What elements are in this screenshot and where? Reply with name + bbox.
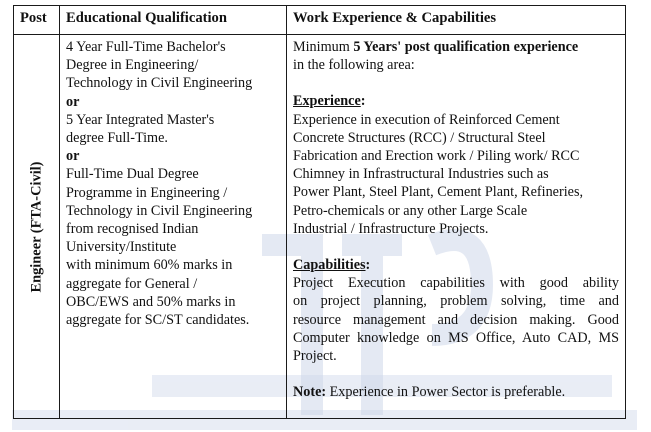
- note-line: [293, 383, 619, 401]
- experience-line: Concrete Structures (RCC) / Structural Steel: [293, 129, 546, 146]
- education-or: or: [66, 148, 80, 165]
- work-intro-suffix: in the following area:: [293, 57, 415, 74]
- education-line: University/Institute: [66, 239, 177, 256]
- spacer: [293, 238, 619, 256]
- capabilities-heading: Capabilities: [293, 257, 366, 274]
- education-cell: [60, 35, 287, 418]
- spacer: [293, 74, 619, 92]
- education-line: aggregate for SC/ST candidates.: [66, 312, 250, 329]
- experience-heading: Experience: [293, 93, 361, 110]
- capabilities-line: Project.: [293, 348, 337, 365]
- experience-line: Industrial / Infrastructure Projects.: [293, 220, 489, 237]
- header-work-experience: Work Experience & Capabilities: [287, 6, 625, 35]
- education-line: Technology in Civil Engineering: [66, 75, 253, 92]
- experience-heading-colon: :: [360, 93, 366, 110]
- education-line: 4 Year Full-Time Bachelor's: [66, 39, 226, 55]
- experience-heading-line: [293, 92, 619, 110]
- education-or: or: [66, 93, 80, 110]
- capabilities-heading-line: [293, 256, 619, 274]
- work-intro: [293, 38, 619, 56]
- note-text: Experience in Power Sector is preferable.: [326, 384, 566, 401]
- education-line: with minimum 60% marks in: [66, 257, 233, 274]
- note-label: Note:: [293, 384, 327, 401]
- education-line: OBC/EWS and 50% marks in: [66, 293, 236, 310]
- work-cell: [287, 35, 625, 418]
- capabilities-line: Project Execution capabilities with good ability: [293, 275, 619, 292]
- education-line: aggregate for General /: [66, 275, 198, 292]
- education-line: from recognised Indian: [66, 221, 199, 238]
- spacer: [293, 365, 619, 383]
- capabilities-line: on project planning, problem solving, time and: [293, 293, 619, 310]
- header-post: Post: [14, 6, 60, 35]
- work-intro-prefix: Minimum: [293, 39, 354, 55]
- work-intro-bold: 5 Years' post qualification experience: [353, 39, 579, 55]
- capabilities-line: resource management and decision making. Good: [293, 311, 619, 328]
- qualification-table: [13, 5, 626, 419]
- education-line: Technology in Civil Engineering: [66, 202, 253, 219]
- education-line: Programme in Engineering /: [66, 184, 228, 201]
- education-line: 5 Year Integrated Master's: [66, 111, 215, 128]
- education-line: degree Full-Time.: [66, 130, 168, 147]
- experience-line: Experience in execution of Reinforced Cement: [293, 111, 560, 128]
- capabilities-line: Computer knowledge on MS Office, Auto CAD, MS: [293, 329, 619, 346]
- post-title: Engineer (FTA-Civil): [28, 161, 44, 292]
- education-line: Full-Time Dual Degree: [66, 166, 199, 183]
- experience-line: Fabrication and Erection work / Piling work/ RCC: [293, 148, 580, 165]
- header-educational-qualification: Educational Qualification: [60, 6, 287, 35]
- experience-line: Chimney in Infrastructural Industries such as: [293, 166, 549, 183]
- experience-line: Power Plant, Steel Plant, Cement Plant, Refineries,: [293, 184, 584, 201]
- education-line: Degree in Engineering/: [66, 57, 199, 74]
- post-cell: [14, 35, 60, 418]
- experience-line: Petro-chemicals or any other Large Scale: [293, 202, 528, 219]
- capabilities-heading-colon: :: [365, 257, 371, 274]
